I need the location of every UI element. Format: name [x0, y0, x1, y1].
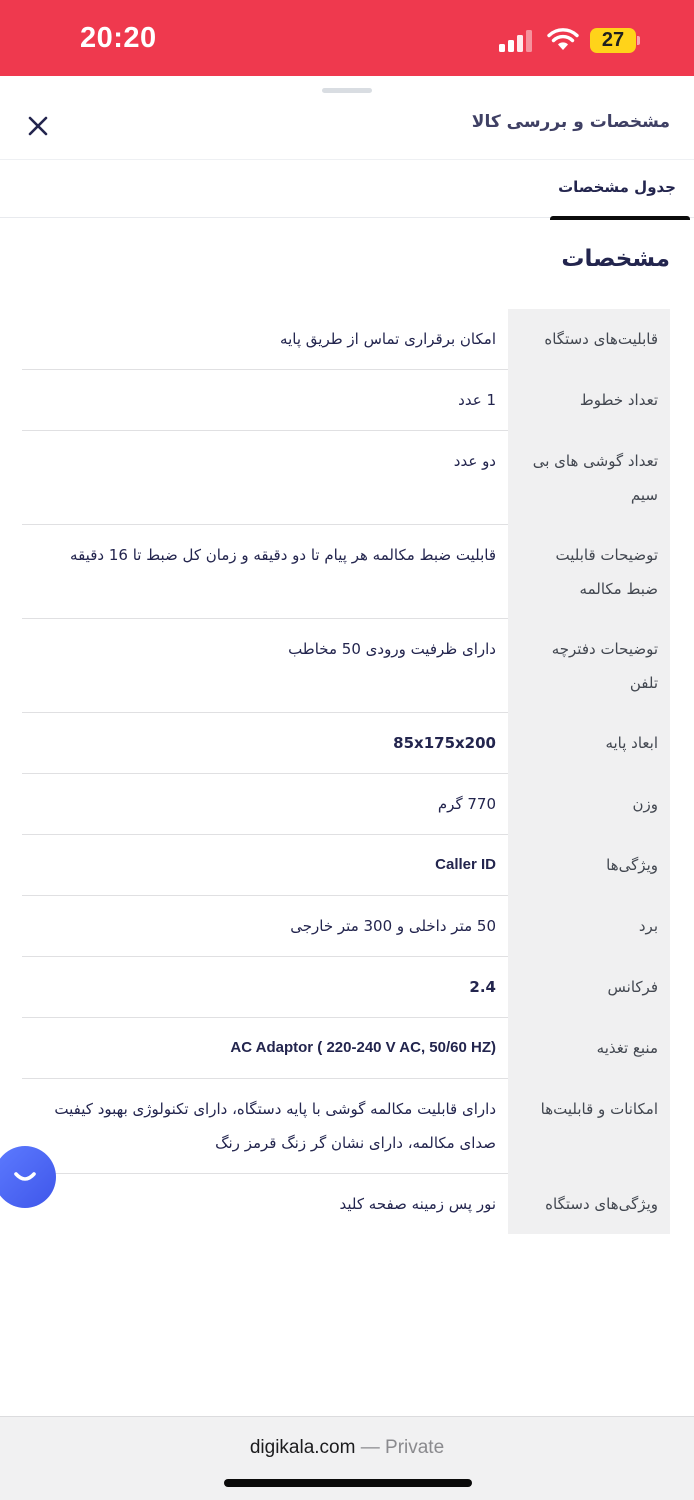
- spec-value: دارای ظرفیت ورودی 50 مخاطب: [22, 619, 508, 713]
- table-row: [22, 713, 670, 774]
- table-row: [22, 370, 670, 431]
- browser-address-bar: [0, 1416, 694, 1500]
- home-indicator[interactable]: [224, 1479, 472, 1487]
- spec-key: برد: [508, 896, 670, 957]
- tab-bar: [0, 166, 694, 218]
- battery-indicator: [590, 28, 640, 53]
- table-row: [22, 774, 670, 835]
- sheet-header: [0, 98, 694, 158]
- table-row: [22, 619, 670, 713]
- spec-table: [22, 309, 670, 1234]
- table-row: [22, 1079, 670, 1174]
- spec-value: نور پس زمینه صفحه کلید: [339, 1195, 496, 1213]
- spec-value: AC Adaptor ( 220-240 V AC, 50/60 HZ): [22, 1018, 508, 1079]
- table-row: [22, 525, 670, 619]
- table-row: [22, 835, 670, 896]
- spec-key: ویژگی‌ها: [508, 835, 670, 896]
- spec-value: دو عدد: [22, 431, 508, 525]
- spec-key: ویژگی‌های دستگاه: [508, 1174, 670, 1234]
- close-icon[interactable]: [24, 112, 52, 140]
- spec-key: توضیحات قابلیت ضبط مکالمه: [508, 525, 670, 619]
- table-row: [22, 431, 670, 525]
- spec-value: قابلیت ضبط مکالمه هر پیام تا دو دقیقه و زمان کل ضبط تا 16 دقیقه: [22, 525, 508, 619]
- url-separator: —: [355, 1437, 386, 1458]
- spec-key: قابلیت‌های دستگاه: [508, 309, 670, 370]
- url-domain: digikala.com: [249, 1437, 356, 1458]
- tab-label: جدول مشخصات: [558, 178, 676, 196]
- private-mode-label: Private: [385, 1437, 445, 1458]
- table-row: [22, 309, 670, 370]
- active-tab-indicator: [550, 216, 690, 220]
- spec-key: فرکانس: [508, 957, 670, 1018]
- spec-key: ابعاد پایه: [508, 713, 670, 774]
- spec-value: 2.4: [22, 957, 508, 1018]
- status-bar: [0, 0, 694, 76]
- spec-key: تعداد گوشی های بی سیم: [508, 431, 670, 525]
- table-row: [22, 957, 670, 1018]
- spec-value: 85x175x200: [22, 713, 508, 774]
- spec-key: منبع تغذیه: [508, 1018, 670, 1079]
- spec-value: دارای قابلیت مکالمه گوشی با پایه دستگاه، دارای تکنولوژی بهبود کیفیت صدای مکالمه، دارای نشان گر زنگ قرمز رنگ: [22, 1079, 508, 1174]
- status-time: 20:20: [80, 22, 157, 54]
- battery-tip: [637, 36, 640, 45]
- header-divider: [0, 159, 694, 160]
- table-row: [22, 1018, 670, 1079]
- spec-value: امکان برقراری تماس از طریق پایه: [22, 309, 508, 370]
- spec-value: 1 عدد: [22, 370, 508, 431]
- spec-value: 770 گرم: [22, 774, 508, 835]
- url-display[interactable]: [0, 1437, 694, 1459]
- wifi-icon: [546, 26, 580, 52]
- spec-key: امکانات و قابلیت‌ها: [508, 1079, 670, 1174]
- sheet-grabber[interactable]: [322, 88, 372, 93]
- sheet-title: مشخصات و بررسی کالا: [471, 112, 670, 132]
- spec-value: Caller ID: [22, 835, 508, 896]
- table-row: [22, 896, 670, 957]
- spec-value: 50 متر داخلی و 300 متر خارجی: [22, 896, 508, 957]
- signal-icon: [498, 30, 536, 54]
- tab-specifications[interactable]: [550, 166, 690, 218]
- table-row: [22, 1174, 670, 1234]
- chat-smile-icon: [12, 1166, 38, 1188]
- spec-key: توضیحات دفترچه تلفن: [508, 619, 670, 713]
- spec-key: تعداد خطوط: [508, 370, 670, 431]
- section-title: مشخصات: [561, 246, 670, 272]
- spec-key: وزن: [508, 774, 670, 835]
- battery-level: 27: [590, 28, 636, 53]
